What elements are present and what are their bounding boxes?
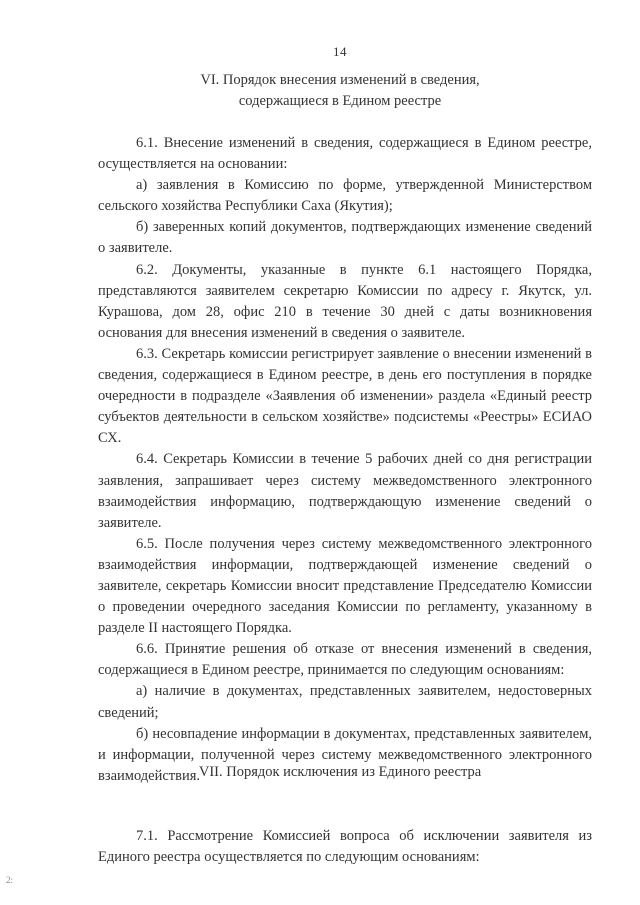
paragraph-6-1-b: б) заверенных копий документов, подтверждающих изменение сведений о заявителе. [98,219,592,257]
paragraph-6-5: 6.5. После получения через систему межведомственного электронного взаимодействия информации, подтверждающей изменение сведений о заявителе, секретарь Комиссии вносит представление Председателю Комиссии о проведении очередного заседания Комиссии по регламенту, указанному в разделе II настоящего Порядка. [98,535,592,637]
paragraph-6-4: 6.4. Секретарь Комиссии в течение 5 рабочих дней со дня регистрации заявления, запрашивает через систему межведомственного электронного взаимодействия информацию, подтверждающую изменение сведений о заявителе. [98,451,592,531]
paragraph-6-2: 6.2. Документы, указанные в пункте 6.1 настоящего Порядка, представляются заявителем секретарю Комиссии по адресу г. Якутск, ул. Курашова, дом 28, офис 210 в течение 30 дней с даты возникновения основания для внесения изменений в сведения о заявителе. [98,261,592,341]
paragraph-6-1: 6.1. Внесение изменений в сведения, содержащиеся в Едином реестре, осуществляется на основании: [98,135,592,173]
section-6-title-line-2: содержащиеся в Едином реестре [238,93,442,109]
paragraph-6-3: 6.3. Секретарь комиссии регистрирует заявление о внесении изменений в сведения, содержащиеся в Едином реестре, в день его поступления в порядке очередности в подразделе «Заявления об изменении» раздела «Единый реестр субъектов деятельности в сельском хозяйстве» подсистемы «Реестры» ЕСИАО СХ. [98,345,592,447]
paragraph-7-1: 7.1. Рассмотрение Комиссией вопроса об исключении заявителя из Единого реестра осуществляется по следующим основаниям: [98,828,592,866]
paragraph-6-6: 6.6. Принятие решения об отказе от внесения изменений в сведения, содержащиеся в Едином реестре, принимается по следующим основаниям: [98,641,592,679]
paragraph-6-6-a: а) наличие в документах, представленных заявителем, недостоверных сведений; [98,683,592,721]
section-7-heading [0,762,640,783]
section-7-title: VII. Порядок исключения из Единого реестра [198,764,482,780]
scan-margin-mark: 2: [6,875,14,885]
section-7-body [98,826,592,868]
paragraph-6-6-b: б) несовпадение информации в документах, представленных заявителем, и информации, полученной через систему межведомственного электронного взаимодействия. [98,725,592,784]
section-6-heading [0,70,640,112]
section-6-body [98,133,592,787]
page-number: 14 [333,44,347,59]
section-6-title-line-1: VI. Порядок внесения изменений в сведения, [200,72,480,88]
paragraph-6-1-a: а) заявления в Комиссию по форме, утвержденной Министерством сельского хозяйства Республики Саха (Якутия); [98,177,592,215]
